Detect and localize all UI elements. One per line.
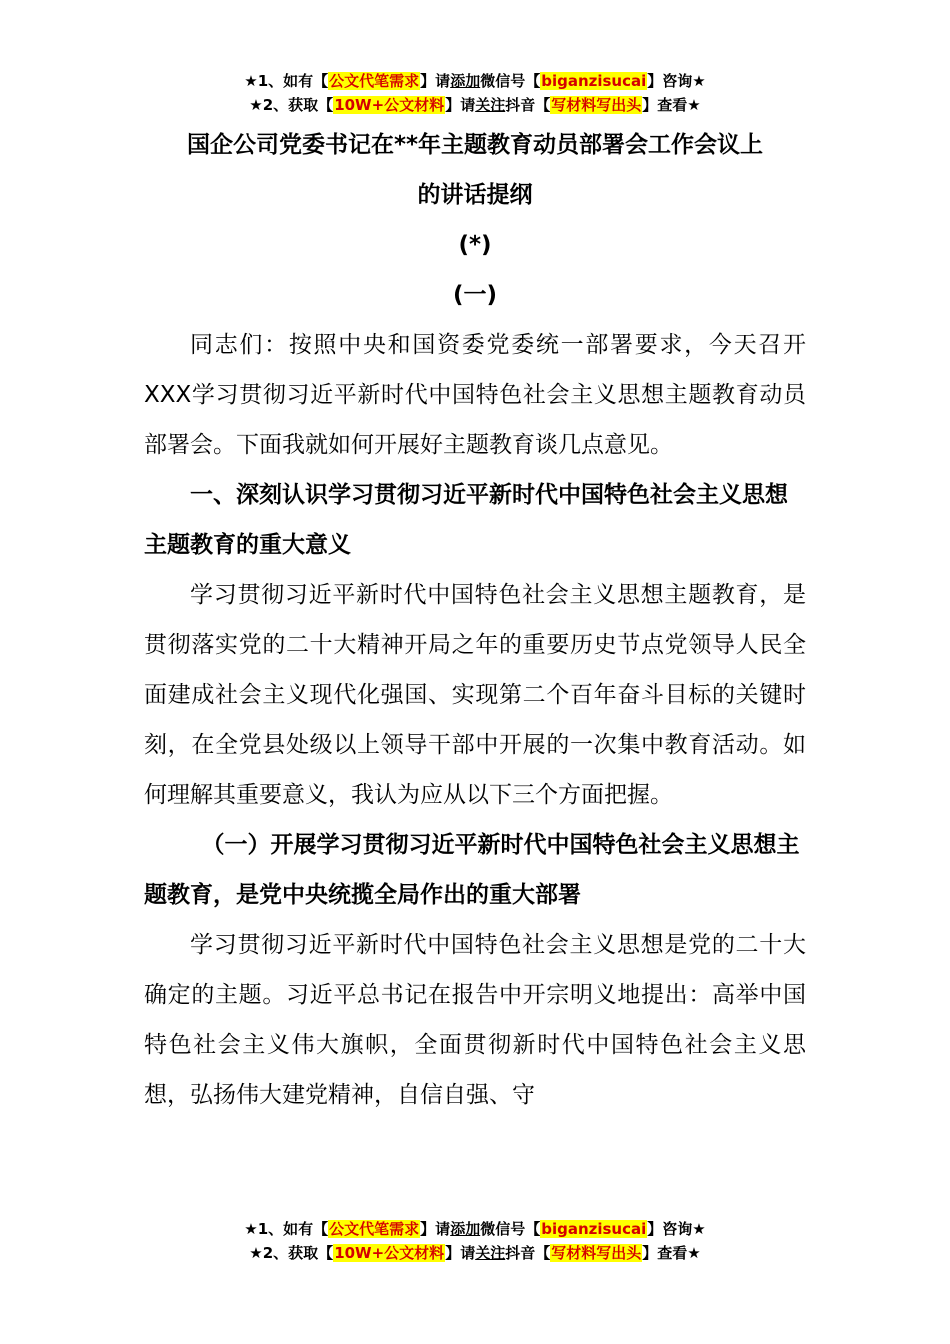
- promo-text: ★2、获取【: [249, 1244, 334, 1262]
- promo-highlight: 公文代笔需求: [329, 72, 420, 90]
- promo-text: 】请: [420, 1220, 451, 1238]
- promo-text: ★1、如有【: [244, 72, 329, 90]
- promo-highlight: biganzisucai: [541, 1220, 647, 1238]
- promo-text: 】咨询★: [647, 1220, 706, 1238]
- promo-line-1: [0, 1217, 950, 1241]
- paragraph-2: 学习贯彻习近平新时代中国特色社会主义思想主题教育，是贯彻落实党的二十大精神开局之年的重要历史节点党领导人民全面建成社会主义现代化强国、实现第二个百年奋斗目标的关键时刻，在全党县处级以上领导干部中开展的一次集中教育活动。如何理解其重要意义，我认为应从以下三个方面把握。: [144, 582, 806, 808]
- document-subtitle-1: (*): [458, 232, 492, 258]
- promo-text: ★1、如有【: [244, 1220, 329, 1238]
- document-subtitle-2: (一): [452, 282, 498, 308]
- promo-line-2: [0, 93, 950, 117]
- paragraph-intro: 同志们：按照中央和国资委党委统一部署要求，今天召开XXX学习贯彻习近平新时代中国特色社会主义思想主题教育动员部署会。下面我就如何开展好主题教育谈几点意见。: [144, 332, 806, 458]
- promo-text: 】请: [420, 72, 451, 90]
- promo-underlined: 关注: [475, 96, 506, 114]
- promo-text: 】请: [445, 96, 476, 114]
- document-title-line-2: 的讲话提纲: [417, 182, 533, 208]
- promo-text: 抖音【: [505, 96, 551, 114]
- promo-underlined: 添加: [450, 72, 481, 90]
- document-title-line-1: 国企公司党委书记在**年主题教育动员部署会工作会议上: [186, 132, 764, 158]
- promo-line-2: [0, 1241, 950, 1265]
- promo-text: 】查看★: [642, 1244, 701, 1262]
- promo-underlined: 添加: [450, 1220, 481, 1238]
- promo-highlight: 公文代笔需求: [329, 1220, 420, 1238]
- promo-banner-bottom: [0, 1217, 950, 1265]
- promo-text: 抖音【: [505, 1244, 551, 1262]
- promo-highlight: 10W+公文材料: [334, 1244, 445, 1262]
- promo-highlight: 写材料写出头: [551, 96, 642, 114]
- promo-highlight: 10W+公文材料: [334, 96, 445, 114]
- promo-banner-top: [0, 69, 950, 117]
- promo-text: 微信号【: [480, 1220, 541, 1238]
- promo-text: 】查看★: [642, 96, 701, 114]
- document-body: [144, 120, 806, 1120]
- promo-text: ★2、获取【: [249, 96, 334, 114]
- promo-text: 】咨询★: [647, 72, 706, 90]
- subsection-heading-1: （一）开展学习贯彻习近平新时代中国特色社会主义思想主题教育，是党中央统揽全局作出的重大部署: [144, 832, 800, 908]
- promo-highlight: 写材料写出头: [551, 1244, 642, 1262]
- promo-underlined: 关注: [475, 1244, 506, 1262]
- promo-text: 微信号【: [480, 72, 541, 90]
- section-heading-1: 一、深刻认识学习贯彻习近平新时代中国特色社会主义思想主题教育的重大意义: [144, 482, 788, 558]
- promo-text: 】请: [445, 1244, 476, 1262]
- promo-highlight: biganzisucai: [541, 72, 647, 90]
- paragraph-3: 学习贯彻习近平新时代中国特色社会主义思想是党的二十大确定的主题。习近平总书记在报告中开宗明义地提出：高举中国特色社会主义伟大旗帜，全面贯彻新时代中国特色社会主义思想，弘扬伟大建党精神，自信自强、守: [144, 932, 806, 1108]
- promo-line-1: [0, 69, 950, 93]
